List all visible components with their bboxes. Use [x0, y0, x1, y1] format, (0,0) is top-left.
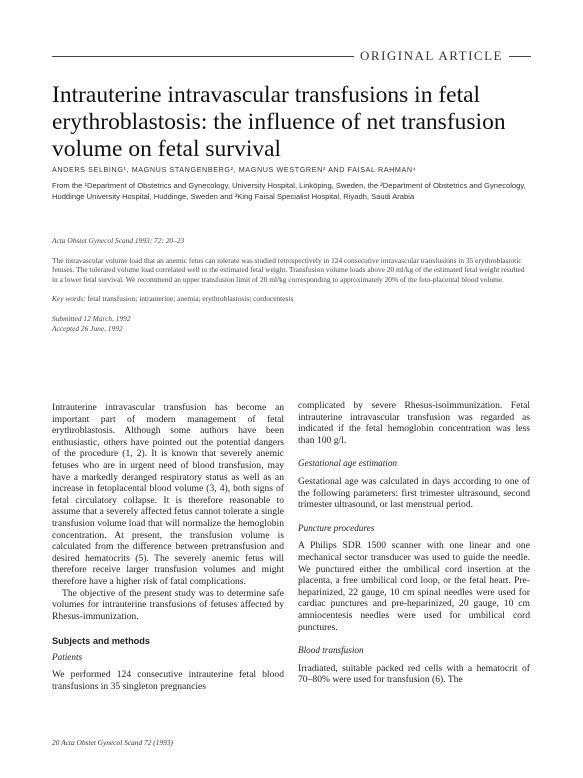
- affiliation: From the ¹Department of Obstetrics and Gynecology, University Hospital, Linköping, Sweden, the ²Department of Obstetrics and Gynecology, Huddinge University Hospital, Huddinge, Sweden and ³King Faisal Specialist Hospital, Riyadh, Saudi Arabia: [52, 181, 526, 201]
- blood-transfusion-paragraph: Irradiated, suitable packed red cells with a hematocrit of 70–80% were used for transfusion (6). The: [298, 662, 530, 686]
- article-title: Intrauterine intravascular transfusions in fetal erythroblastosis: the influence of net transfusion volume on fetal survival: [52, 82, 506, 162]
- gestational-paragraph: Gestational age was calculated in days according to one of the following parameters: first trimester ultrasound, second trimester ultrasound, or last menstrual period.: [298, 475, 530, 511]
- intro-paragraph-2: The objective of the present study was to determine safe volumes for intrauterine transfusions of fetuses affected by Rhesus-immunization.: [52, 587, 284, 622]
- subheading-patients: Patients: [52, 651, 83, 662]
- keywords: [52, 294, 532, 304]
- abstract-text: The intravascular volume load that an anemic fetus can tolerate was studied retrospectively in 124 consecutive intravascular transfusions in 35 erythroblastotic fetuses. The tolerated volume load correlated well to the estimated fetal weight. Transfusion volume loads above 20 ml/kg of the estimated fetal weight resulted in a lower fetal survival. We recommend an upper transfusion limit of 20 ml/kg corresponding to approximately 20% of the feto-placental blood volume.: [52, 255, 525, 284]
- intro-paragraph-1: Intrauterine intravascular transfusion has become an important part of modern management of fetal erythroblastosis. Although some authors have been enthusiastic, others have pointed out the potential dangers of the procedure (1, 2). It is known that severely anemic fetuses who are in urgent need of blood transfusion, may have a markedly deranged respiratory status as well as an increase in fetoplacental blood volume (3, 4), both signs of fetal circulatory collapse. It is therefore reasonable to assume that a severely affected fetus cannot tolerate a single transfusion volume load that will normalize the hemoglobin concentration. At present, the transfusion volume is calculated from the difference between pretransfusion and desired hematocrits (5). The severely anemic fetus will therefore receive larger transfusion volumes and might therefore have a higher risk of fatal complications.: [52, 402, 284, 587]
- patients-paragraph-continued: complicated by severe Rhesus-isoimmunization. Fetal intrauterine intravascular transfusion was regarded as indicated if the fetal hemoglobin concentration was less than 100 g/l.: [298, 400, 530, 446]
- patients-paragraph: We performed 124 consecutive intrauterine fetal blood transfusions in 35 singleton pregnancies: [52, 669, 284, 693]
- submission-dates: [52, 314, 532, 333]
- article-type-label: ORIGINAL ARTICLE: [360, 48, 503, 63]
- abstract-block: [52, 236, 532, 333]
- accepted-date: Accepted 26 June, 1992: [52, 323, 123, 333]
- submitted-date: Submitted 12 March, 1992: [52, 313, 131, 323]
- right-column: [298, 400, 530, 686]
- subheading-gestational-age: Gestational age estimation: [298, 458, 398, 469]
- header-rule-left: [52, 56, 354, 57]
- keywords-text: fetal transfusion; intrauterine; anemia; erythroblastosis; cordocentesis: [87, 294, 294, 304]
- header-rule-right: [509, 56, 531, 57]
- author-list: ANDERS SELBING¹, MAGNUS STANGENBERG², MAGNUS WESTGREN³ AND FAISAL RAHMAN⁴: [52, 165, 417, 174]
- section-heading-methods: Subjects and methods: [52, 636, 151, 647]
- subheading-blood-transfusion: Blood transfusion: [298, 645, 364, 656]
- page-footer: 20 Acta Obstet Gynecol Scand 72 (1993): [52, 738, 173, 747]
- keywords-label: Key words:: [52, 294, 86, 304]
- journal-reference: Acta Obstet Gynecol Scand 1993; 72: 20–23: [52, 236, 185, 245]
- subheading-puncture: Puncture procedures: [298, 522, 375, 533]
- left-column: [52, 402, 284, 693]
- puncture-paragraph: A Philips SDR 1500 scanner with one linear and one mechanical sector transducer was used to guide the needle. We punctured either the umbilical cord insertion at the placenta, a free umbilical cord loop, or the fetal heart. Pre-heparinized, 22 gauge, 10 cm spinal needles were used for cardiac punctures and pre-heparinized, 20 gauge, 10 cm amniocentesis needles were used for umbilical cord punctures.: [298, 540, 530, 633]
- article-type-header: [52, 45, 531, 67]
